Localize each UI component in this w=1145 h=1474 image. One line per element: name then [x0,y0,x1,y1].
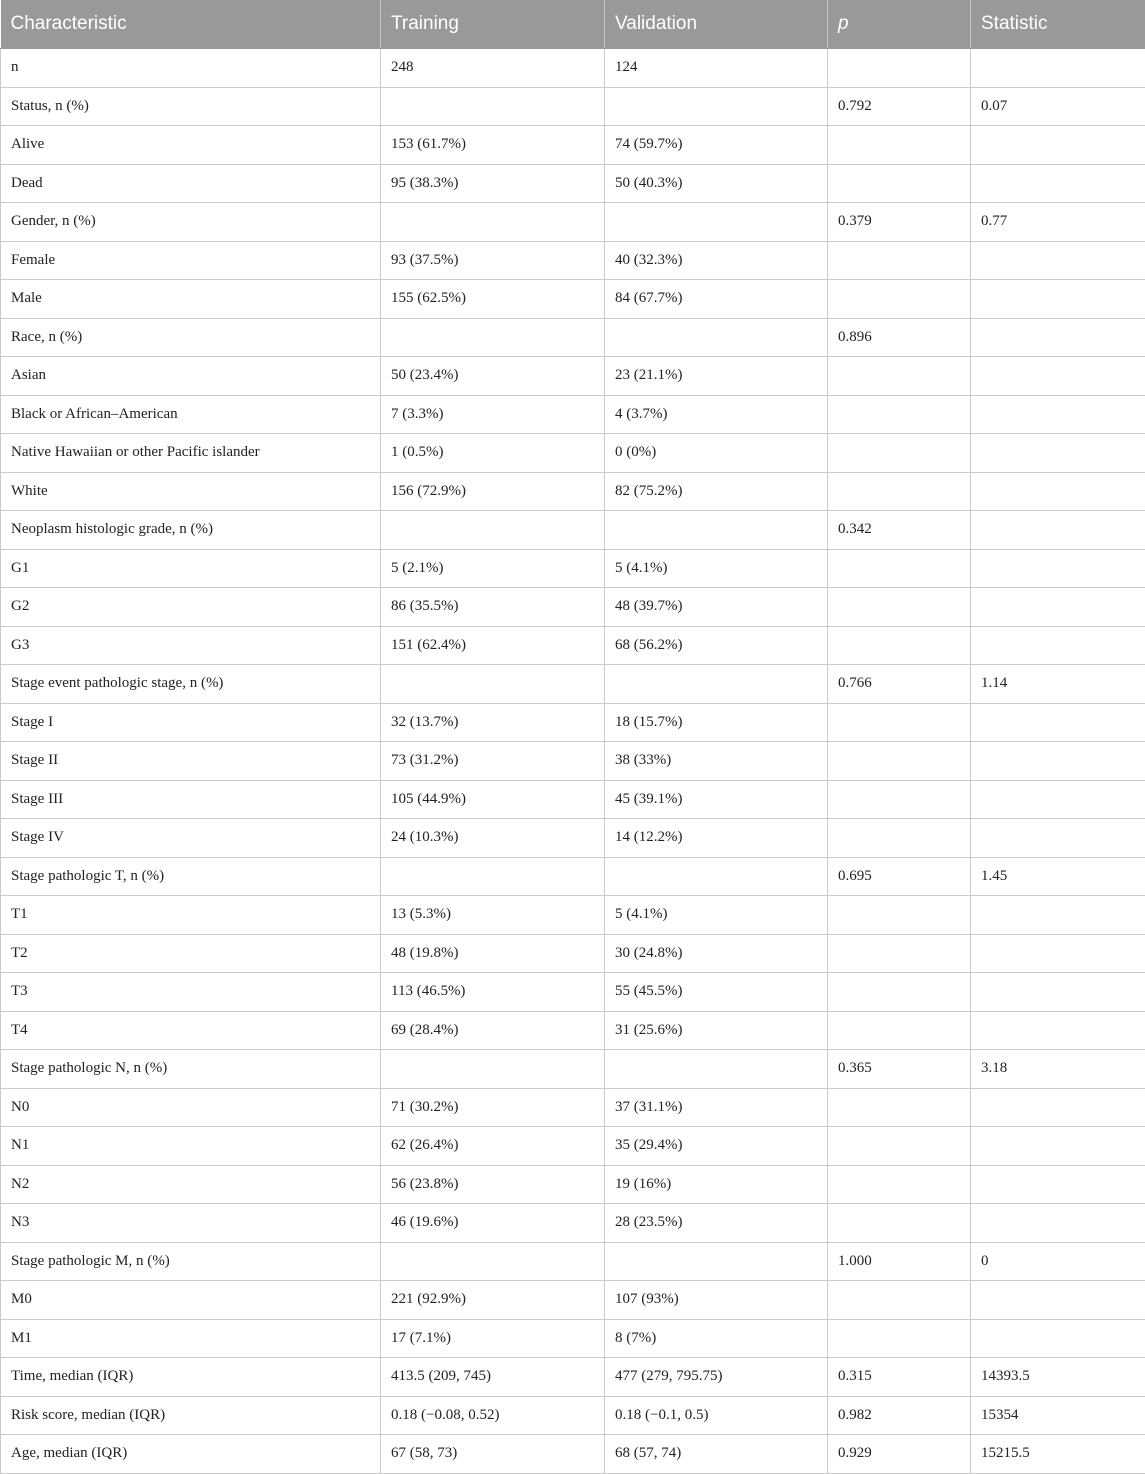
cell-training: 17 (7.1%) [381,1319,605,1358]
cell-characteristic: Stage II [1,742,381,781]
cell-validation: 0.18 (−0.1, 0.5) [605,1396,828,1435]
cell-validation: 14 (12.2%) [605,819,828,858]
table-row [1,511,1145,550]
cell-p-value: 0.365 [828,1050,971,1089]
cell-validation: 37 (31.1%) [605,1088,828,1127]
cell-training: 50 (23.4%) [381,357,605,396]
cell-training [381,857,605,896]
cell-characteristic: Stage event pathologic stage, n (%) [1,665,381,704]
cell-characteristic: N2 [1,1165,381,1204]
cell-training: 95 (38.3%) [381,164,605,203]
table-header [1,0,1145,49]
cell-characteristic: T2 [1,934,381,973]
table-row [1,1319,1145,1358]
cell-statistic [971,742,1145,781]
cell-p-value [828,896,971,935]
cell-p-value [828,164,971,203]
cell-p-value [828,819,971,858]
cell-p-value [828,434,971,473]
cell-statistic [971,126,1145,165]
cell-p-value [828,1204,971,1243]
cell-characteristic: Stage I [1,703,381,742]
cell-validation: 4 (3.7%) [605,395,828,434]
table-row [1,1050,1145,1089]
table-row [1,742,1145,781]
cell-statistic [971,626,1145,665]
cell-training: 48 (19.8%) [381,934,605,973]
cell-characteristic: Dead [1,164,381,203]
cell-p-value [828,1319,971,1358]
cell-statistic [971,1088,1145,1127]
table-row [1,1358,1145,1397]
header-row [1,0,1145,49]
cell-characteristic: Native Hawaiian or other Pacific islander [1,434,381,473]
cell-statistic [971,164,1145,203]
cell-characteristic: Stage III [1,780,381,819]
cell-validation: 18 (15.7%) [605,703,828,742]
cell-characteristic: Asian [1,357,381,396]
cell-characteristic: N3 [1,1204,381,1243]
cell-statistic [971,780,1145,819]
cell-validation: 107 (93%) [605,1281,828,1320]
cell-validation: 84 (67.7%) [605,280,828,319]
cell-statistic [971,1281,1145,1320]
cell-p-value: 0.695 [828,857,971,896]
table-row [1,434,1145,473]
cell-characteristic: Age, median (IQR) [1,1435,381,1474]
cell-statistic [971,703,1145,742]
table-row [1,896,1145,935]
cell-characteristic: Gender, n (%) [1,203,381,242]
cell-validation: 23 (21.1%) [605,357,828,396]
cell-characteristic: G3 [1,626,381,665]
cell-training: 105 (44.9%) [381,780,605,819]
cell-p-value: 0.342 [828,511,971,550]
cell-characteristic: Stage pathologic N, n (%) [1,1050,381,1089]
cell-statistic [971,1319,1145,1358]
cell-p-value [828,395,971,434]
table-row [1,626,1145,665]
cell-p-value [828,1165,971,1204]
cell-p-value: 0.896 [828,318,971,357]
table-row [1,1281,1145,1320]
cell-statistic: 0.77 [971,203,1145,242]
table-row [1,280,1145,319]
cell-statistic: 15215.5 [971,1435,1145,1474]
cell-statistic: 1.45 [971,857,1145,896]
table-row [1,203,1145,242]
cell-characteristic: N0 [1,1088,381,1127]
header-training: Training [381,0,605,49]
table-row [1,87,1145,126]
cell-validation [605,1050,828,1089]
cell-p-value [828,241,971,280]
cell-validation [605,203,828,242]
cell-training: 67 (58, 73) [381,1435,605,1474]
cell-training [381,1050,605,1089]
cell-validation: 28 (23.5%) [605,1204,828,1243]
table-row [1,1435,1145,1474]
cell-p-value [828,357,971,396]
cell-p-value [828,1088,971,1127]
cell-validation: 68 (57, 74) [605,1435,828,1474]
cell-statistic: 3.18 [971,1050,1145,1089]
cell-validation: 50 (40.3%) [605,164,828,203]
cell-validation [605,1242,828,1281]
cell-characteristic: n [1,49,381,88]
cell-characteristic: G1 [1,549,381,588]
table-row [1,780,1145,819]
cell-training: 221 (92.9%) [381,1281,605,1320]
cell-training: 24 (10.3%) [381,819,605,858]
cell-p-value: 0.766 [828,665,971,704]
cell-p-value [828,1127,971,1166]
cell-validation: 0 (0%) [605,434,828,473]
cell-training: 13 (5.3%) [381,896,605,935]
cell-statistic [971,973,1145,1012]
cell-validation: 5 (4.1%) [605,896,828,935]
table-row [1,973,1145,1012]
cell-training: 5 (2.1%) [381,549,605,588]
cell-p-value: 0.379 [828,203,971,242]
table-row [1,588,1145,627]
cell-statistic: 0.07 [971,87,1145,126]
cell-training: 71 (30.2%) [381,1088,605,1127]
cell-training: 156 (72.9%) [381,472,605,511]
cell-validation [605,665,828,704]
cell-statistic [971,896,1145,935]
cell-statistic [971,511,1145,550]
cell-validation: 40 (32.3%) [605,241,828,280]
cell-training: 7 (3.3%) [381,395,605,434]
cell-p-value [828,472,971,511]
table-row [1,395,1145,434]
cell-statistic [971,934,1145,973]
table-row [1,1396,1145,1435]
cell-p-value: 1.000 [828,1242,971,1281]
table-row [1,1127,1145,1166]
cell-statistic [971,318,1145,357]
cell-training: 155 (62.5%) [381,280,605,319]
cell-p-value: 0.929 [828,1435,971,1474]
cell-validation: 74 (59.7%) [605,126,828,165]
cell-training: 62 (26.4%) [381,1127,605,1166]
cell-statistic: 14393.5 [971,1358,1145,1397]
table-row [1,49,1145,88]
cell-p-value [828,626,971,665]
cell-characteristic: White [1,472,381,511]
cell-validation: 124 [605,49,828,88]
cell-statistic: 15354 [971,1396,1145,1435]
cell-p-value [828,1011,971,1050]
cell-validation: 48 (39.7%) [605,588,828,627]
cell-statistic [971,357,1145,396]
table-row [1,472,1145,511]
cell-characteristic: Time, median (IQR) [1,1358,381,1397]
cell-statistic [971,1011,1145,1050]
table-row [1,164,1145,203]
cell-training: 93 (37.5%) [381,241,605,280]
cell-p-value [828,280,971,319]
cell-validation: 68 (56.2%) [605,626,828,665]
cell-characteristic: Female [1,241,381,280]
cell-p-value [828,973,971,1012]
header-characteristic: Characteristic [1,0,381,49]
cell-characteristic: Stage pathologic T, n (%) [1,857,381,896]
cell-p-value [828,703,971,742]
cell-p-value [828,126,971,165]
table-row [1,1165,1145,1204]
cell-validation [605,857,828,896]
cell-validation: 31 (25.6%) [605,1011,828,1050]
cell-characteristic: Neoplasm histologic grade, n (%) [1,511,381,550]
cell-training: 86 (35.5%) [381,588,605,627]
cell-training: 46 (19.6%) [381,1204,605,1243]
cell-validation: 45 (39.1%) [605,780,828,819]
cell-training: 1 (0.5%) [381,434,605,473]
cell-validation: 55 (45.5%) [605,973,828,1012]
cell-characteristic: T3 [1,973,381,1012]
cell-statistic: 1.14 [971,665,1145,704]
cell-characteristic: G2 [1,588,381,627]
cell-statistic [971,819,1145,858]
cell-p-value [828,49,971,88]
header-validation: Validation [605,0,828,49]
cell-statistic [971,588,1145,627]
table-row [1,703,1145,742]
cell-statistic [971,395,1145,434]
table-row [1,1011,1145,1050]
cell-characteristic: T1 [1,896,381,935]
table-row [1,1242,1145,1281]
cell-training: 151 (62.4%) [381,626,605,665]
cell-characteristic: T4 [1,1011,381,1050]
cell-training [381,87,605,126]
cell-characteristic: M0 [1,1281,381,1320]
cell-training [381,318,605,357]
cell-statistic [971,434,1145,473]
header-p-value: p [828,0,971,49]
cell-statistic [971,549,1145,588]
cell-p-value [828,549,971,588]
header-statistic: Statistic [971,0,1145,49]
table-row [1,934,1145,973]
cell-statistic [971,1204,1145,1243]
table-row [1,857,1145,896]
cell-training [381,1242,605,1281]
cell-validation: 82 (75.2%) [605,472,828,511]
cell-training [381,511,605,550]
table-row [1,1088,1145,1127]
cell-training: 153 (61.7%) [381,126,605,165]
cell-training: 32 (13.7%) [381,703,605,742]
cell-validation: 5 (4.1%) [605,549,828,588]
cell-training: 248 [381,49,605,88]
cell-characteristic: Status, n (%) [1,87,381,126]
cell-training: 56 (23.8%) [381,1165,605,1204]
cell-p-value: 0.315 [828,1358,971,1397]
table-row [1,665,1145,704]
cell-validation: 19 (16%) [605,1165,828,1204]
cell-statistic: 0 [971,1242,1145,1281]
cell-validation: 38 (33%) [605,742,828,781]
cell-validation [605,87,828,126]
table-row [1,1204,1145,1243]
cell-characteristic: M1 [1,1319,381,1358]
cell-statistic [971,472,1145,511]
cell-validation: 30 (24.8%) [605,934,828,973]
cell-characteristic: Stage IV [1,819,381,858]
cell-training [381,203,605,242]
cell-validation: 8 (7%) [605,1319,828,1358]
table-body [1,49,1145,1474]
cell-statistic [971,49,1145,88]
cell-characteristic: Risk score, median (IQR) [1,1396,381,1435]
cell-statistic [971,241,1145,280]
cell-training: 73 (31.2%) [381,742,605,781]
cell-characteristic: Black or African–American [1,395,381,434]
cell-training: 0.18 (−0.08, 0.52) [381,1396,605,1435]
cell-characteristic: Stage pathologic M, n (%) [1,1242,381,1281]
cell-training: 113 (46.5%) [381,973,605,1012]
cell-p-value: 0.982 [828,1396,971,1435]
cell-statistic [971,1127,1145,1166]
cell-p-value [828,934,971,973]
cell-p-value [828,1281,971,1320]
cell-validation [605,318,828,357]
cell-characteristic: Alive [1,126,381,165]
table-row [1,549,1145,588]
table-row [1,126,1145,165]
cell-characteristic: Male [1,280,381,319]
cell-validation [605,511,828,550]
table-row [1,241,1145,280]
cell-training [381,665,605,704]
cell-validation: 477 (279, 795.75) [605,1358,828,1397]
table-row [1,357,1145,396]
cell-p-value [828,588,971,627]
cell-p-value: 0.792 [828,87,971,126]
cell-training: 69 (28.4%) [381,1011,605,1050]
table-row [1,318,1145,357]
cell-p-value [828,742,971,781]
cell-training: 413.5 (209, 745) [381,1358,605,1397]
cell-characteristic: N1 [1,1127,381,1166]
table-row [1,819,1145,858]
cell-p-value [828,780,971,819]
cell-statistic [971,1165,1145,1204]
cell-validation: 35 (29.4%) [605,1127,828,1166]
cell-characteristic: Race, n (%) [1,318,381,357]
cell-statistic [971,280,1145,319]
